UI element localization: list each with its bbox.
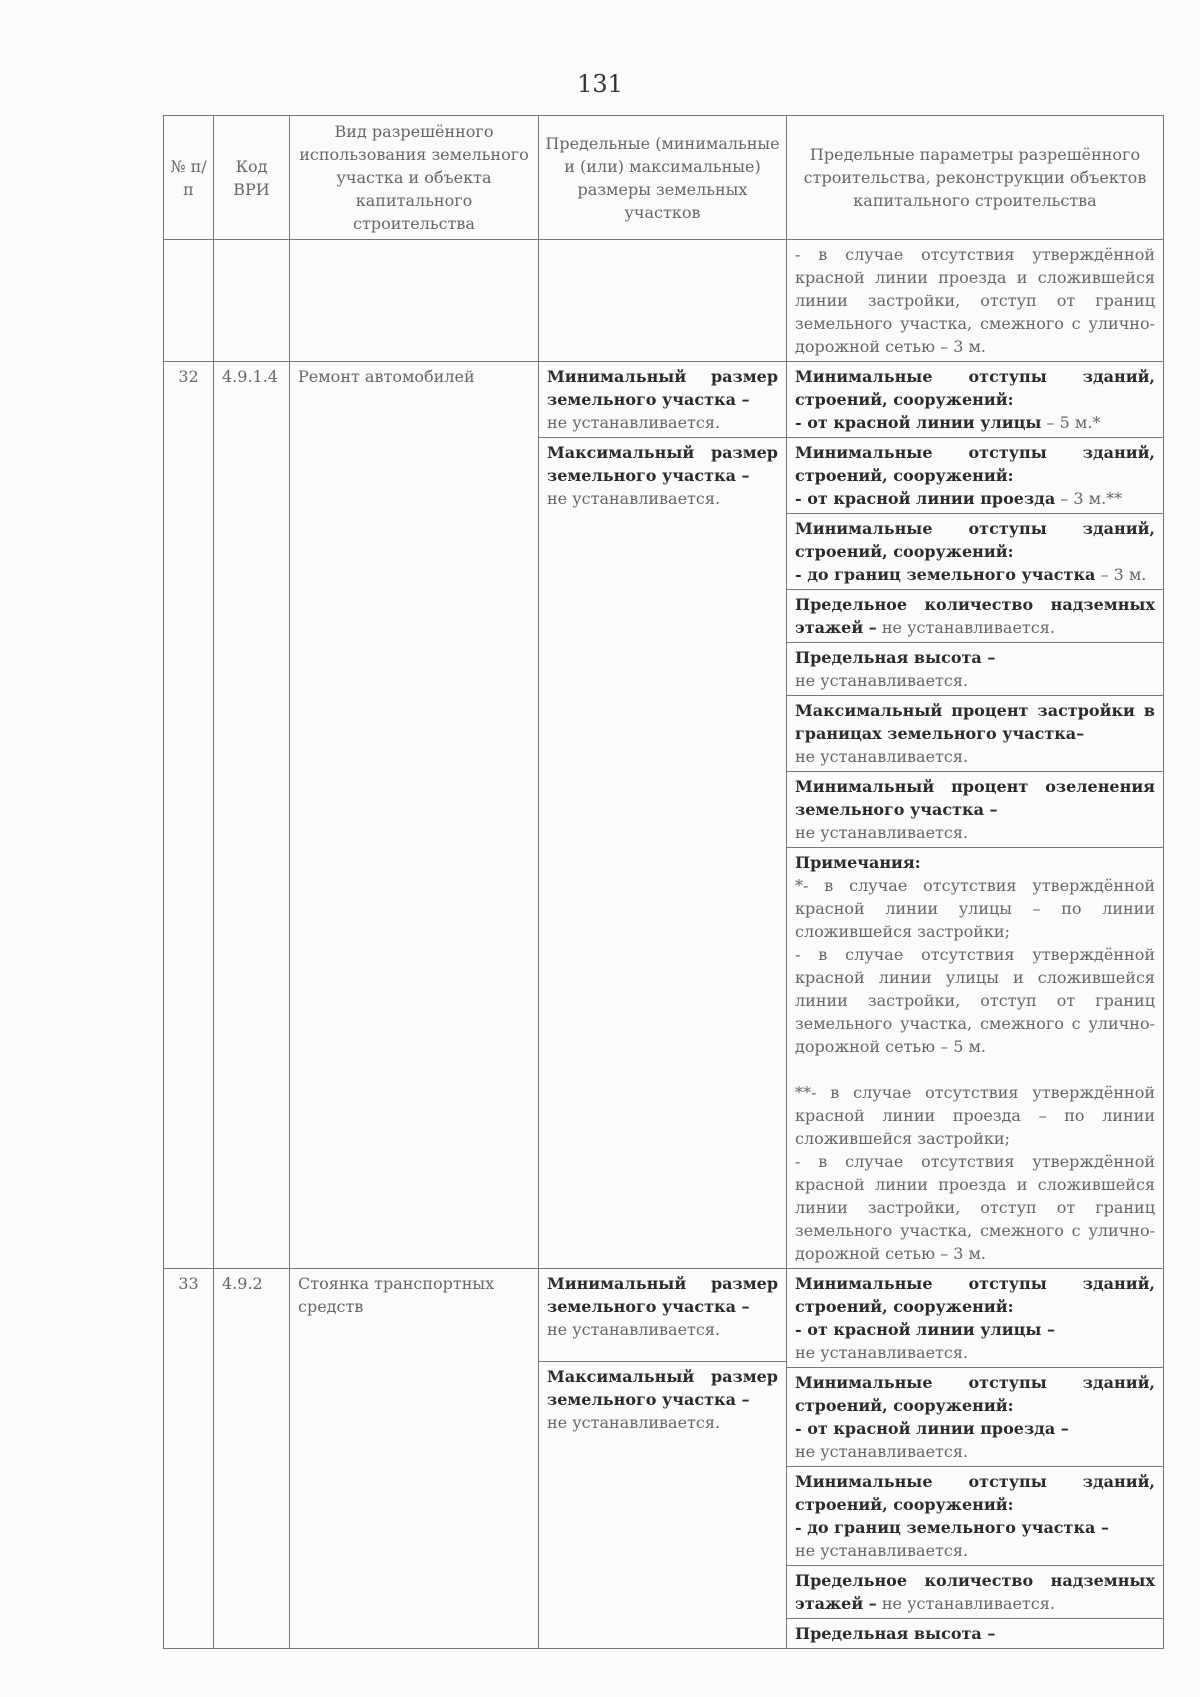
param-line: - до границ земельного участка — [795, 565, 1096, 584]
param-label: Минимальные отступы зданий, строений, сооружений: — [795, 1472, 1155, 1514]
param-setback-plot — [787, 514, 1163, 590]
note-2: - в случае отсутствия утверждённой красной линии улицы и сложившейся линии застройки, отступ от границ земельного участка, смежного с улично-дорожной сетью – 5 м. — [795, 945, 1155, 1056]
params-subtable — [787, 1269, 1163, 1648]
size-max — [539, 1362, 786, 1587]
param-greening — [787, 772, 1163, 848]
param-height — [787, 643, 1163, 696]
param-line: - от красной линии проезда – — [795, 1419, 1069, 1438]
note-4: - в случае отсутствия утверждённой красной линии проезда и сложившейся линии застройки, отступ от границ земельного участка, смежного с улично-дорожной сетью – 3 м. — [795, 1152, 1155, 1263]
row-number: 33 — [164, 1269, 214, 1649]
cell-empty — [214, 240, 290, 362]
regulations-table — [163, 115, 1164, 1649]
cell-empty — [164, 240, 214, 362]
size-max-label: Максимальный размер земельного участка – — [547, 443, 778, 485]
param-label: Предельная высота – — [795, 1624, 996, 1643]
table-header-row — [164, 116, 1164, 240]
param-floors — [787, 590, 1163, 643]
param-value: – 3 м.** — [1055, 489, 1123, 508]
row-kind: Стоянка транспортных средств — [290, 1269, 539, 1649]
table-row-continuation — [164, 240, 1164, 362]
param-label: Минимальный процент озеленения земельного участка – — [795, 777, 1155, 819]
size-max-value: не устанавливается. — [547, 1413, 721, 1432]
continuation-text: - в случае отсутствия утверждённой красной линии проезда и сложившейся линии застройки, отступ от границ земельного участка, смежного с улично-дорожной сетью – 3 м. — [787, 240, 1164, 362]
param-line: - от красной линии улицы – — [795, 1320, 1056, 1339]
param-label: Максимальный процент застройки в границах земельного участка– — [795, 701, 1155, 743]
header-num: № п/п — [164, 116, 214, 240]
param-value: не устанавливается. — [795, 671, 969, 690]
size-max-value: не устанавливается. — [547, 489, 721, 508]
params-cell — [787, 1269, 1164, 1649]
param-label: Минимальные отступы зданий, строений, сооружений: — [795, 367, 1155, 409]
note-3: **- в случае отсутствия утверждённой красной линии проезда – по линии сложившейся застройки; — [795, 1083, 1155, 1148]
size-min-value: не устанавливается. — [547, 1320, 721, 1339]
param-height — [787, 1619, 1163, 1649]
header-code: Код ВРИ — [214, 116, 290, 240]
page-number: 131 — [577, 70, 623, 98]
size-min — [539, 1269, 786, 1362]
cell-empty — [290, 240, 539, 362]
header-size: Предельные (минимальные и (или) максимальные) размеры земельных участков — [539, 116, 787, 240]
cell-empty — [539, 240, 787, 362]
param-value: не устанавливается. — [876, 1594, 1055, 1613]
param-value: – 5 м.* — [1041, 413, 1101, 432]
param-value: – 3 м. — [1095, 565, 1147, 584]
size-subtable — [539, 1269, 786, 1586]
param-label: Предельное количество надземных этажей – — [795, 595, 1155, 637]
size-cell — [539, 362, 787, 1269]
param-value: не устанавливается. — [795, 1343, 969, 1362]
param-floors — [787, 1566, 1163, 1619]
param-value: не устанавливается. — [876, 618, 1055, 637]
size-min-label: Минимальный размер земельного участка – — [547, 367, 778, 409]
size-min-label: Минимальный размер земельного участка – — [547, 1274, 778, 1316]
param-setback-street — [787, 362, 1163, 438]
size-subtable — [539, 362, 786, 1204]
param-value: не устанавливается. — [795, 1442, 969, 1461]
param-value: не устанавливается. — [795, 823, 969, 842]
param-label: Предельное количество надземных этажей – — [795, 1571, 1155, 1613]
row-code: 4.9.2 — [214, 1269, 290, 1649]
params-cell — [787, 362, 1164, 1269]
param-value: не устанавливается. — [795, 747, 969, 766]
param-setback-street — [787, 1269, 1163, 1368]
notes-title: Примечания: — [795, 853, 921, 872]
size-min — [539, 362, 786, 438]
size-min-value: не устанавливается. — [547, 413, 721, 432]
header-params: Предельные параметры разрешённого строительства, реконструкции объектов капитального строительства — [787, 116, 1164, 240]
param-setback-drive — [787, 438, 1163, 514]
table-row-32 — [164, 362, 1164, 1269]
note-1: *- в случае отсутствия утверждённой красной линии улицы – по линии сложившейся застройки; — [795, 876, 1155, 941]
param-value: не устанавливается. — [795, 1541, 969, 1560]
param-line: - до границ земельного участка – — [795, 1518, 1109, 1537]
row-kind: Ремонт автомобилей — [290, 362, 539, 1269]
param-setback-drive — [787, 1368, 1163, 1467]
param-label: Предельная высота – — [795, 648, 996, 667]
header-kind: Вид разрешённого использования земельного участка и объекта капитального строительства — [290, 116, 539, 240]
size-cell — [539, 1269, 787, 1649]
size-max-label: Максимальный размер земельного участка – — [547, 1367, 778, 1409]
param-coverage — [787, 696, 1163, 772]
row-number: 32 — [164, 362, 214, 1269]
param-notes — [787, 848, 1163, 1269]
param-label: Минимальные отступы зданий, строений, сооружений: — [795, 443, 1155, 485]
param-label: Минимальные отступы зданий, строений, сооружений: — [795, 519, 1155, 561]
size-max — [539, 438, 786, 1205]
param-label: Минимальные отступы зданий, строений, сооружений: — [795, 1373, 1155, 1415]
params-subtable — [787, 362, 1163, 1268]
param-line: - от красной линии проезда — [795, 489, 1056, 508]
table-row-33 — [164, 1269, 1164, 1649]
param-line: - от красной линии улицы — [795, 413, 1042, 432]
row-code: 4.9.1.4 — [214, 362, 290, 1269]
param-label: Минимальные отступы зданий, строений, сооружений: — [795, 1274, 1155, 1316]
param-setback-plot — [787, 1467, 1163, 1566]
